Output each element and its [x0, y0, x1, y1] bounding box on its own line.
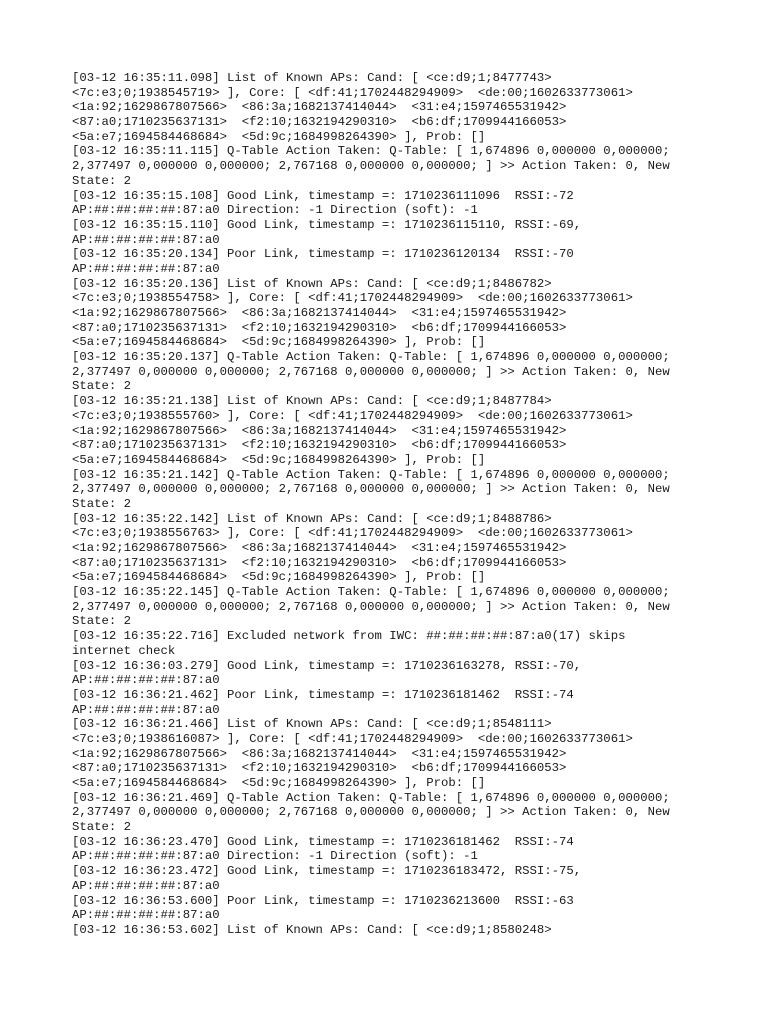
log-line: [03-12 16:35:15.110] Good Link, timestamp =: 1710236115110, RSSI:-69,: [72, 217, 582, 232]
log-line: AP:##:##:##:##:87:a0: [72, 878, 220, 893]
log-line: [03-12 16:35:20.134] Poor Link, timestamp =: 1710236120134 RSSI:-70: [72, 247, 574, 262]
log-line: AP:##:##:##:##:87:a0 Direction: -1 Direction (soft): -1: [72, 203, 478, 218]
log-line: <87:a0;1710235637131> <f2:10;1632194290310> <b6:df;1709944166053>: [72, 320, 567, 335]
log-line: <87:a0;1710235637131> <f2:10;1632194290310> <b6:df;1709944166053>: [72, 761, 567, 776]
log-line: AP:##:##:##:##:87:a0: [72, 261, 220, 276]
log-line: <7c:e3;0;1938545719> ], Core: [ <df:41;1702448294909> <de:00;1602633773061>: [72, 85, 633, 100]
log-line: [03-12 16:36:03.279] Good Link, timestamp =: 1710236163278, RSSI:-70,: [72, 658, 582, 673]
log-line: [03-12 16:36:53.602] List of Known APs: Cand: [ <ce:d9;1;8580248>: [72, 922, 552, 937]
log-line: [03-12 16:35:22.716] Excluded network from IWC: ##:##:##:##:87:a0(17) skips: [72, 629, 626, 644]
log-line: AP:##:##:##:##:87:a0: [72, 673, 220, 688]
log-line: AP:##:##:##:##:87:a0 Direction: -1 Direction (soft): -1: [72, 849, 478, 864]
log-page: [72, 71, 712, 938]
log-line: <7c:e3;0;1938616087> ], Core: [ <df:41;1702448294909> <de:00;1602633773061>: [72, 731, 633, 746]
log-line: 2,377497 0,000000 0,000000; 2,767168 0,000000 0,000000; ] >> Action Taken: 0, New: [72, 482, 670, 497]
log-line: State: 2: [72, 173, 132, 188]
log-line: <7c:e3;0;1938555760> ], Core: [ <df:41;1702448294909> <de:00;1602633773061>: [72, 408, 633, 423]
log-line: [03-12 16:36:21.466] List of Known APs: Cand: [ <ce:d9;1;8548111>: [72, 717, 552, 732]
log-line: AP:##:##:##:##:87:a0: [72, 232, 220, 247]
log-line: <1a:92;1629867807566> <86:3a;1682137414044> <31:e4;1597465531942>: [72, 423, 567, 438]
log-line: 2,377497 0,000000 0,000000; 2,767168 0,000000 0,000000; ] >> Action Taken: 0, New: [72, 805, 670, 820]
log-body: [72, 71, 712, 938]
log-line: <87:a0;1710235637131> <f2:10;1632194290310> <b6:df;1709944166053>: [72, 115, 567, 130]
log-line: <5a:e7;1694584468684> <5d:9c;1684998264390> ], Prob: []: [72, 776, 486, 790]
log-line: <1a:92;1629867807566> <86:3a;1682137414044> <31:e4;1597465531942>: [72, 746, 567, 761]
log-line: [03-12 16:35:21.142] Q-Table Action Taken: Q-Table: [ 1,674896 0,000000 0,000000;: [72, 467, 670, 482]
log-line: <87:a0;1710235637131> <f2:10;1632194290310> <b6:df;1709944166053>: [72, 555, 567, 570]
log-line: <1a:92;1629867807566> <86:3a;1682137414044> <31:e4;1597465531942>: [72, 541, 567, 555]
log-line: [03-12 16:35:11.098] List of Known APs: Cand: [ <ce:d9;1;8477743>: [72, 71, 552, 85]
log-line: [03-12 16:35:20.136] List of Known APs: Cand: [ <ce:d9;1;8486782>: [72, 276, 552, 291]
log-line: 2,377497 0,000000 0,000000; 2,767168 0,000000 0,000000; ] >> Action Taken: 0, New: [72, 159, 670, 174]
log-line: 2,377497 0,000000 0,000000; 2,767168 0,000000 0,000000; ] >> Action Taken: 0, New: [72, 364, 670, 379]
log-line: [03-12 16:35:20.137] Q-Table Action Taken: Q-Table: [ 1,674896 0,000000 0,000000;: [72, 350, 670, 365]
log-line: 2,377497 0,000000 0,000000; 2,767168 0,000000 0,000000; ] >> Action Taken: 0, New: [72, 599, 670, 614]
log-line: State: 2: [72, 614, 132, 629]
log-line: [03-12 16:35:22.145] Q-Table Action Taken: Q-Table: [ 1,674896 0,000000 0,000000;: [72, 585, 670, 600]
log-line: <7c:e3;0;1938556763> ], Core: [ <df:41;1702448294909> <de:00;1602633773061>: [72, 526, 633, 541]
log-line: AP:##:##:##:##:87:a0: [72, 908, 220, 923]
log-line: [03-12 16:36:23.472] Good Link, timestamp =: 1710236183472, RSSI:-75,: [72, 864, 582, 879]
log-line: AP:##:##:##:##:87:a0: [72, 702, 220, 717]
log-line: State: 2: [72, 820, 132, 835]
log-line: internet check: [72, 643, 176, 658]
log-line: <1a:92;1629867807566> <86:3a;1682137414044> <31:e4;1597465531942>: [72, 306, 567, 320]
log-line: [03-12 16:36:21.469] Q-Table Action Taken: Q-Table: [ 1,674896 0,000000 0,000000;: [72, 790, 670, 805]
log-line: [03-12 16:36:53.600] Poor Link, timestamp =: 1710236213600 RSSI:-63: [72, 893, 574, 908]
log-line: <5a:e7;1694584468684> <5d:9c;1684998264390> ], Prob: []: [72, 335, 486, 350]
log-line: [03-12 16:35:21.138] List of Known APs: Cand: [ <ce:d9;1;8487784>: [72, 394, 552, 409]
log-line: <5a:e7;1694584468684> <5d:9c;1684998264390> ], Prob: []: [72, 570, 486, 585]
log-line: <87:a0;1710235637131> <f2:10;1632194290310> <b6:df;1709944166053>: [72, 438, 567, 453]
log-line: [03-12 16:36:23.470] Good Link, timestamp =: 1710236181462 RSSI:-74: [72, 834, 574, 849]
log-line: State: 2: [72, 496, 132, 511]
log-line: [03-12 16:35:11.115] Q-Table Action Taken: Q-Table: [ 1,674896 0,000000 0,000000;: [72, 144, 670, 159]
log-line: [03-12 16:36:21.462] Poor Link, timestamp =: 1710236181462 RSSI:-74: [72, 687, 574, 702]
log-line: [03-12 16:35:22.142] List of Known APs: Cand: [ <ce:d9;1;8488786>: [72, 511, 552, 526]
log-line: <5a:e7;1694584468684> <5d:9c;1684998264390> ], Prob: []: [72, 452, 486, 467]
log-line: [03-12 16:35:15.108] Good Link, timestamp =: 1710236111096 RSSI:-72: [72, 188, 574, 203]
log-line: <1a:92;1629867807566> <86:3a;1682137414044> <31:e4;1597465531942>: [72, 100, 567, 115]
log-line: State: 2: [72, 379, 132, 394]
log-line: <5a:e7;1694584468684> <5d:9c;1684998264390> ], Prob: []: [72, 129, 486, 144]
log-line: <7c:e3;0;1938554758> ], Core: [ <df:41;1702448294909> <de:00;1602633773061>: [72, 291, 633, 306]
